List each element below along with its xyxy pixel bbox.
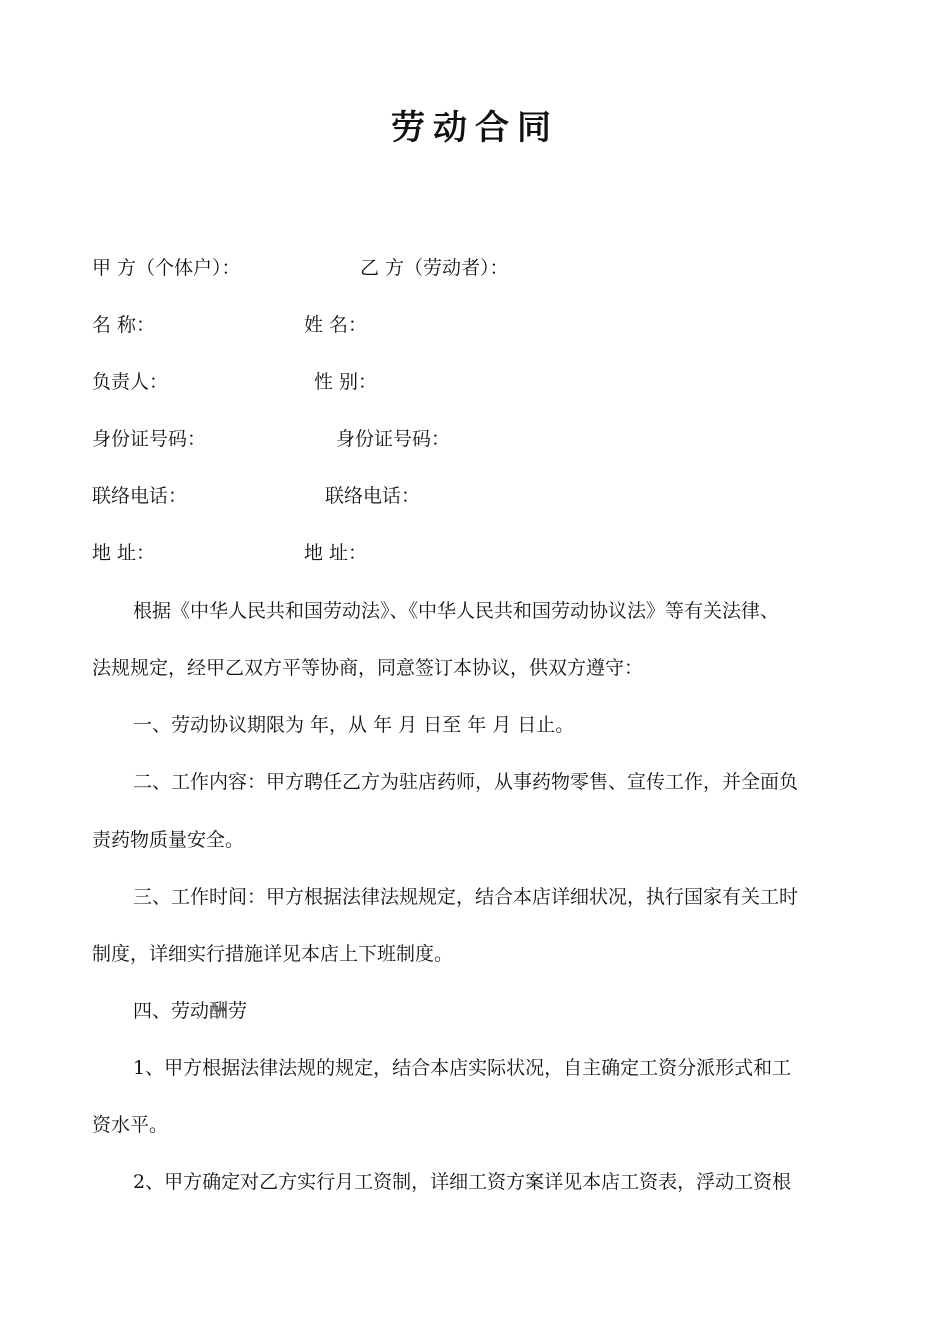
party-a-phone-label: 联络电话： xyxy=(92,485,188,507)
party-b-gender-label: 性 别： xyxy=(314,371,378,393)
clause-4-item-1-line-2: 资水平。 xyxy=(92,1114,169,1136)
party-a-name-label: 名 称： xyxy=(92,314,156,336)
party-a-address-label: 地 址： xyxy=(92,542,156,564)
clause-2-line-2: 责药物质量安全。 xyxy=(92,829,245,851)
party-b-id-label: 身份证号码： xyxy=(336,428,451,450)
clause-2-line-1: 二、工作内容：甲方聘任乙方为驻店药师，从事药物零售、宣传工作，并全面负 xyxy=(133,771,799,793)
clause-1: 一、劳动协议期限为 年，从 年 月 日至 年 月 日止。 xyxy=(133,714,575,736)
intro-paragraph-line-2: 法规规定，经甲乙双方平等协商，同意签订本协议，供双方遵守： xyxy=(92,657,644,679)
clause-3-line-2: 制度，详细实行措施详见本店上下班制度。 xyxy=(92,943,454,965)
intro-paragraph-line-1: 根据《中华人民共和国劳动法》、《中华人民共和国劳动协议法》等有关法律、 xyxy=(133,600,780,622)
party-a-responsible-label: 负责人： xyxy=(92,371,169,393)
clause-3-line-1: 三、工作时间：甲方根据法律法规规定，结合本店详细状况，执行国家有关工时 xyxy=(133,886,799,908)
clause-4-heading: 四、劳动酬劳 xyxy=(133,1000,248,1022)
party-b-name-label: 姓 名： xyxy=(304,314,368,336)
page-title: 劳动合同 xyxy=(391,108,559,148)
party-a-label: 甲 方（个体户）： xyxy=(92,257,241,279)
party-b-phone-label: 联络电话： xyxy=(325,485,421,507)
clause-4-item-1-line-1: 1、甲方根据法律法规的规定，结合本店实际状况，自主确定工资分派形式和工 xyxy=(133,1057,792,1079)
party-a-id-label: 身份证号码： xyxy=(92,428,207,450)
clause-4-item-2-line-1: 2、甲方确定对乙方实行月工资制，详细工资方案详见本店工资表，浮动工资根 xyxy=(133,1171,792,1193)
party-b-label: 乙 方（劳动者）： xyxy=(360,257,509,279)
party-b-address-label: 地 址： xyxy=(304,542,368,564)
